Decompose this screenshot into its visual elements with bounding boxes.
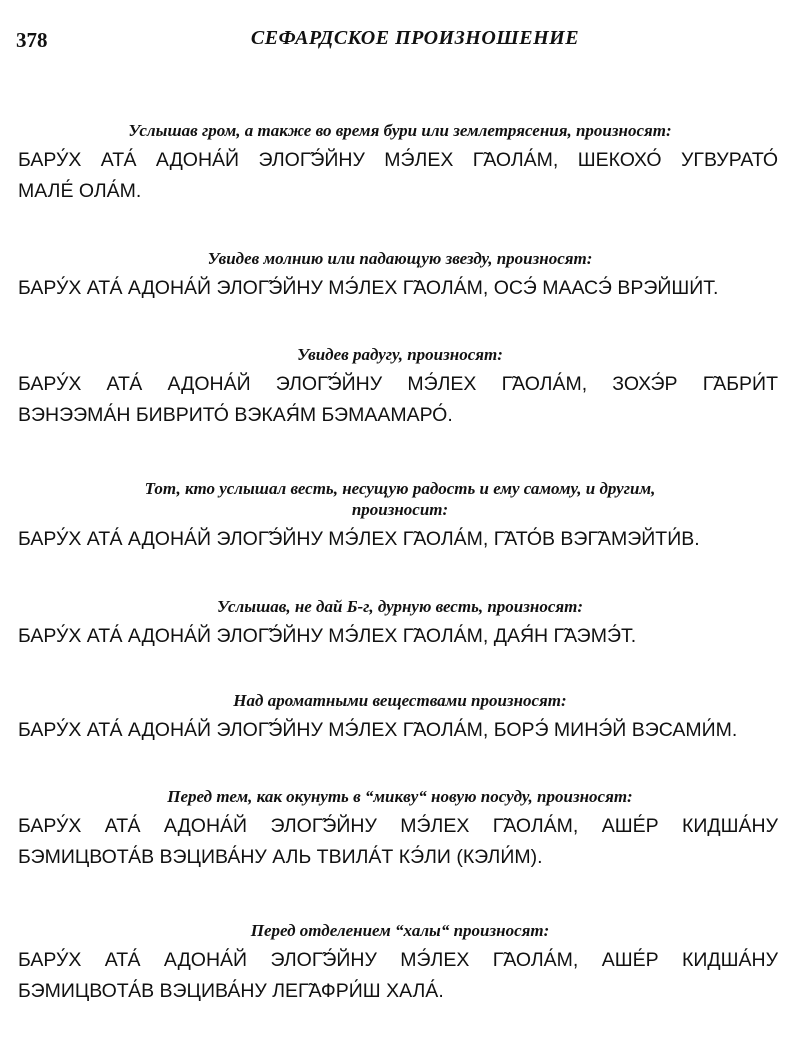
blessing-section-mikvah-vessels: [0, 786, 800, 873]
page-number: 378: [16, 28, 48, 52]
blessing-section-challah: [0, 920, 800, 1007]
blessing-section-bad-news: [0, 596, 800, 652]
instruction-text: Увидев молнию или падающую звезду, произносят:: [207, 249, 593, 268]
instruction-text: произносит:: [351, 500, 449, 519]
blessing-line: БАРУ́Х АТА́ АДОНА́Й ЭЛОГ̃Э́ЙНУ МЭ́ЛЕХ Г̃АОЛА́М, Г̃АТО́В ВЭГ̃АМЭЙТИ́В.: [18, 528, 700, 550]
blessing-line: МАЛЕ́ ОЛА́М.: [18, 180, 142, 202]
blessing-text: [18, 145, 778, 207]
blessing-text: [18, 945, 778, 1007]
instruction-text: Перед тем, как окунуть в “микву“ новую посуду, произносят:: [167, 787, 633, 806]
blessing-text: [18, 715, 778, 746]
blessing-line: БЭМИЦВОТА́В ВЭЦИВА́НУ АЛЬ ТВИЛА́Т КЭ́ЛИ (КЭЛИ́М).: [18, 846, 543, 868]
blessing-section-rainbow: [0, 344, 800, 431]
blessing-section-thunder: [0, 120, 800, 207]
blessing-line: ВЭНЭЭМА́Н БИВРИТО́ ВЭКАЯ́М БЭМААМАРО́.: [18, 404, 453, 426]
blessing-text: [18, 524, 778, 555]
blessing-line: БАРУ́Х АТА́ АДОНА́Й ЭЛОГ̃Э́ЙНУ МЭ́ЛЕХ Г̃АОЛА́М, ДАЯ́Н Г̃АЭМЭ́Т.: [18, 625, 637, 647]
blessing-line: БАРУ́Х АТА́ АДОНА́Й ЭЛОГ̃Э́ЙНУ МЭ́ЛЕХ Г̃АОЛА́М, АШЕ́Р КИДША́НУ: [18, 815, 778, 837]
blessing-text: [18, 621, 778, 652]
instruction-text: Над ароматными веществами произносят:: [233, 691, 567, 710]
instruction-text: Услышав, не дай Б-г, дурную весть, произносят:: [216, 597, 584, 616]
instruction-text: Увидев радугу, произносят:: [297, 345, 503, 364]
blessing-section-lightning: [0, 248, 800, 304]
blessing-text: [18, 811, 778, 873]
instruction-text: Тот, кто услышал весть, несущую радость и ему самому, и другим,: [144, 479, 656, 498]
instruction-text: Услышав гром, а также во время бури или землетрясения, произносят:: [128, 121, 672, 140]
blessing-text: [18, 273, 778, 304]
blessing-line: БАРУ́Х АТА́ АДОНА́Й ЭЛОГ̃Э́ЙНУ МЭ́ЛЕХ Г̃АОЛА́М, АШЕ́Р КИДША́НУ: [18, 949, 778, 971]
blessing-line: БАРУ́Х АТА́ АДОНА́Й ЭЛОГ̃Э́ЙНУ МЭ́ЛЕХ Г̃АОЛА́М, БОРЭ́ МИНЭ́Й ВЭСАМИ́М.: [18, 719, 738, 741]
blessing-section-spices: [0, 690, 800, 746]
blessing-line: БАРУ́Х АТА́ АДОНА́Й ЭЛОГ̃Э́ЙНУ МЭ́ЛЕХ Г̃АОЛА́М, ЗОХЭ́Р Г̃АБРИ́Т: [18, 373, 778, 395]
blessing-line: БЭМИЦВОТА́В ВЭЦИВА́НУ ЛЕГ̃АФРИ́Ш ХАЛА́.: [18, 980, 444, 1002]
blessing-line: БАРУ́Х АТА́ АДОНА́Й ЭЛОГ̃Э́ЙНУ МЭ́ЛЕХ Г̃АОЛА́М, ОСЭ́ МААСЭ́ ВРЭЙШИ́Т.: [18, 277, 719, 299]
blessing-text: [18, 369, 778, 431]
blessing-section-good-news: [0, 478, 800, 555]
running-title: СЕФАРДСКОЕ ПРОИЗНОШЕНИЕ: [250, 27, 580, 49]
blessing-line: БАРУ́Х АТА́ АДОНА́Й ЭЛОГ̃Э́ЙНУ МЭ́ЛЕХ Г̃АОЛА́М, ШЕКОХО́ УГВУРАТО́: [18, 149, 779, 171]
instruction-text: Перед отделением “халы“ произносят:: [250, 921, 550, 940]
